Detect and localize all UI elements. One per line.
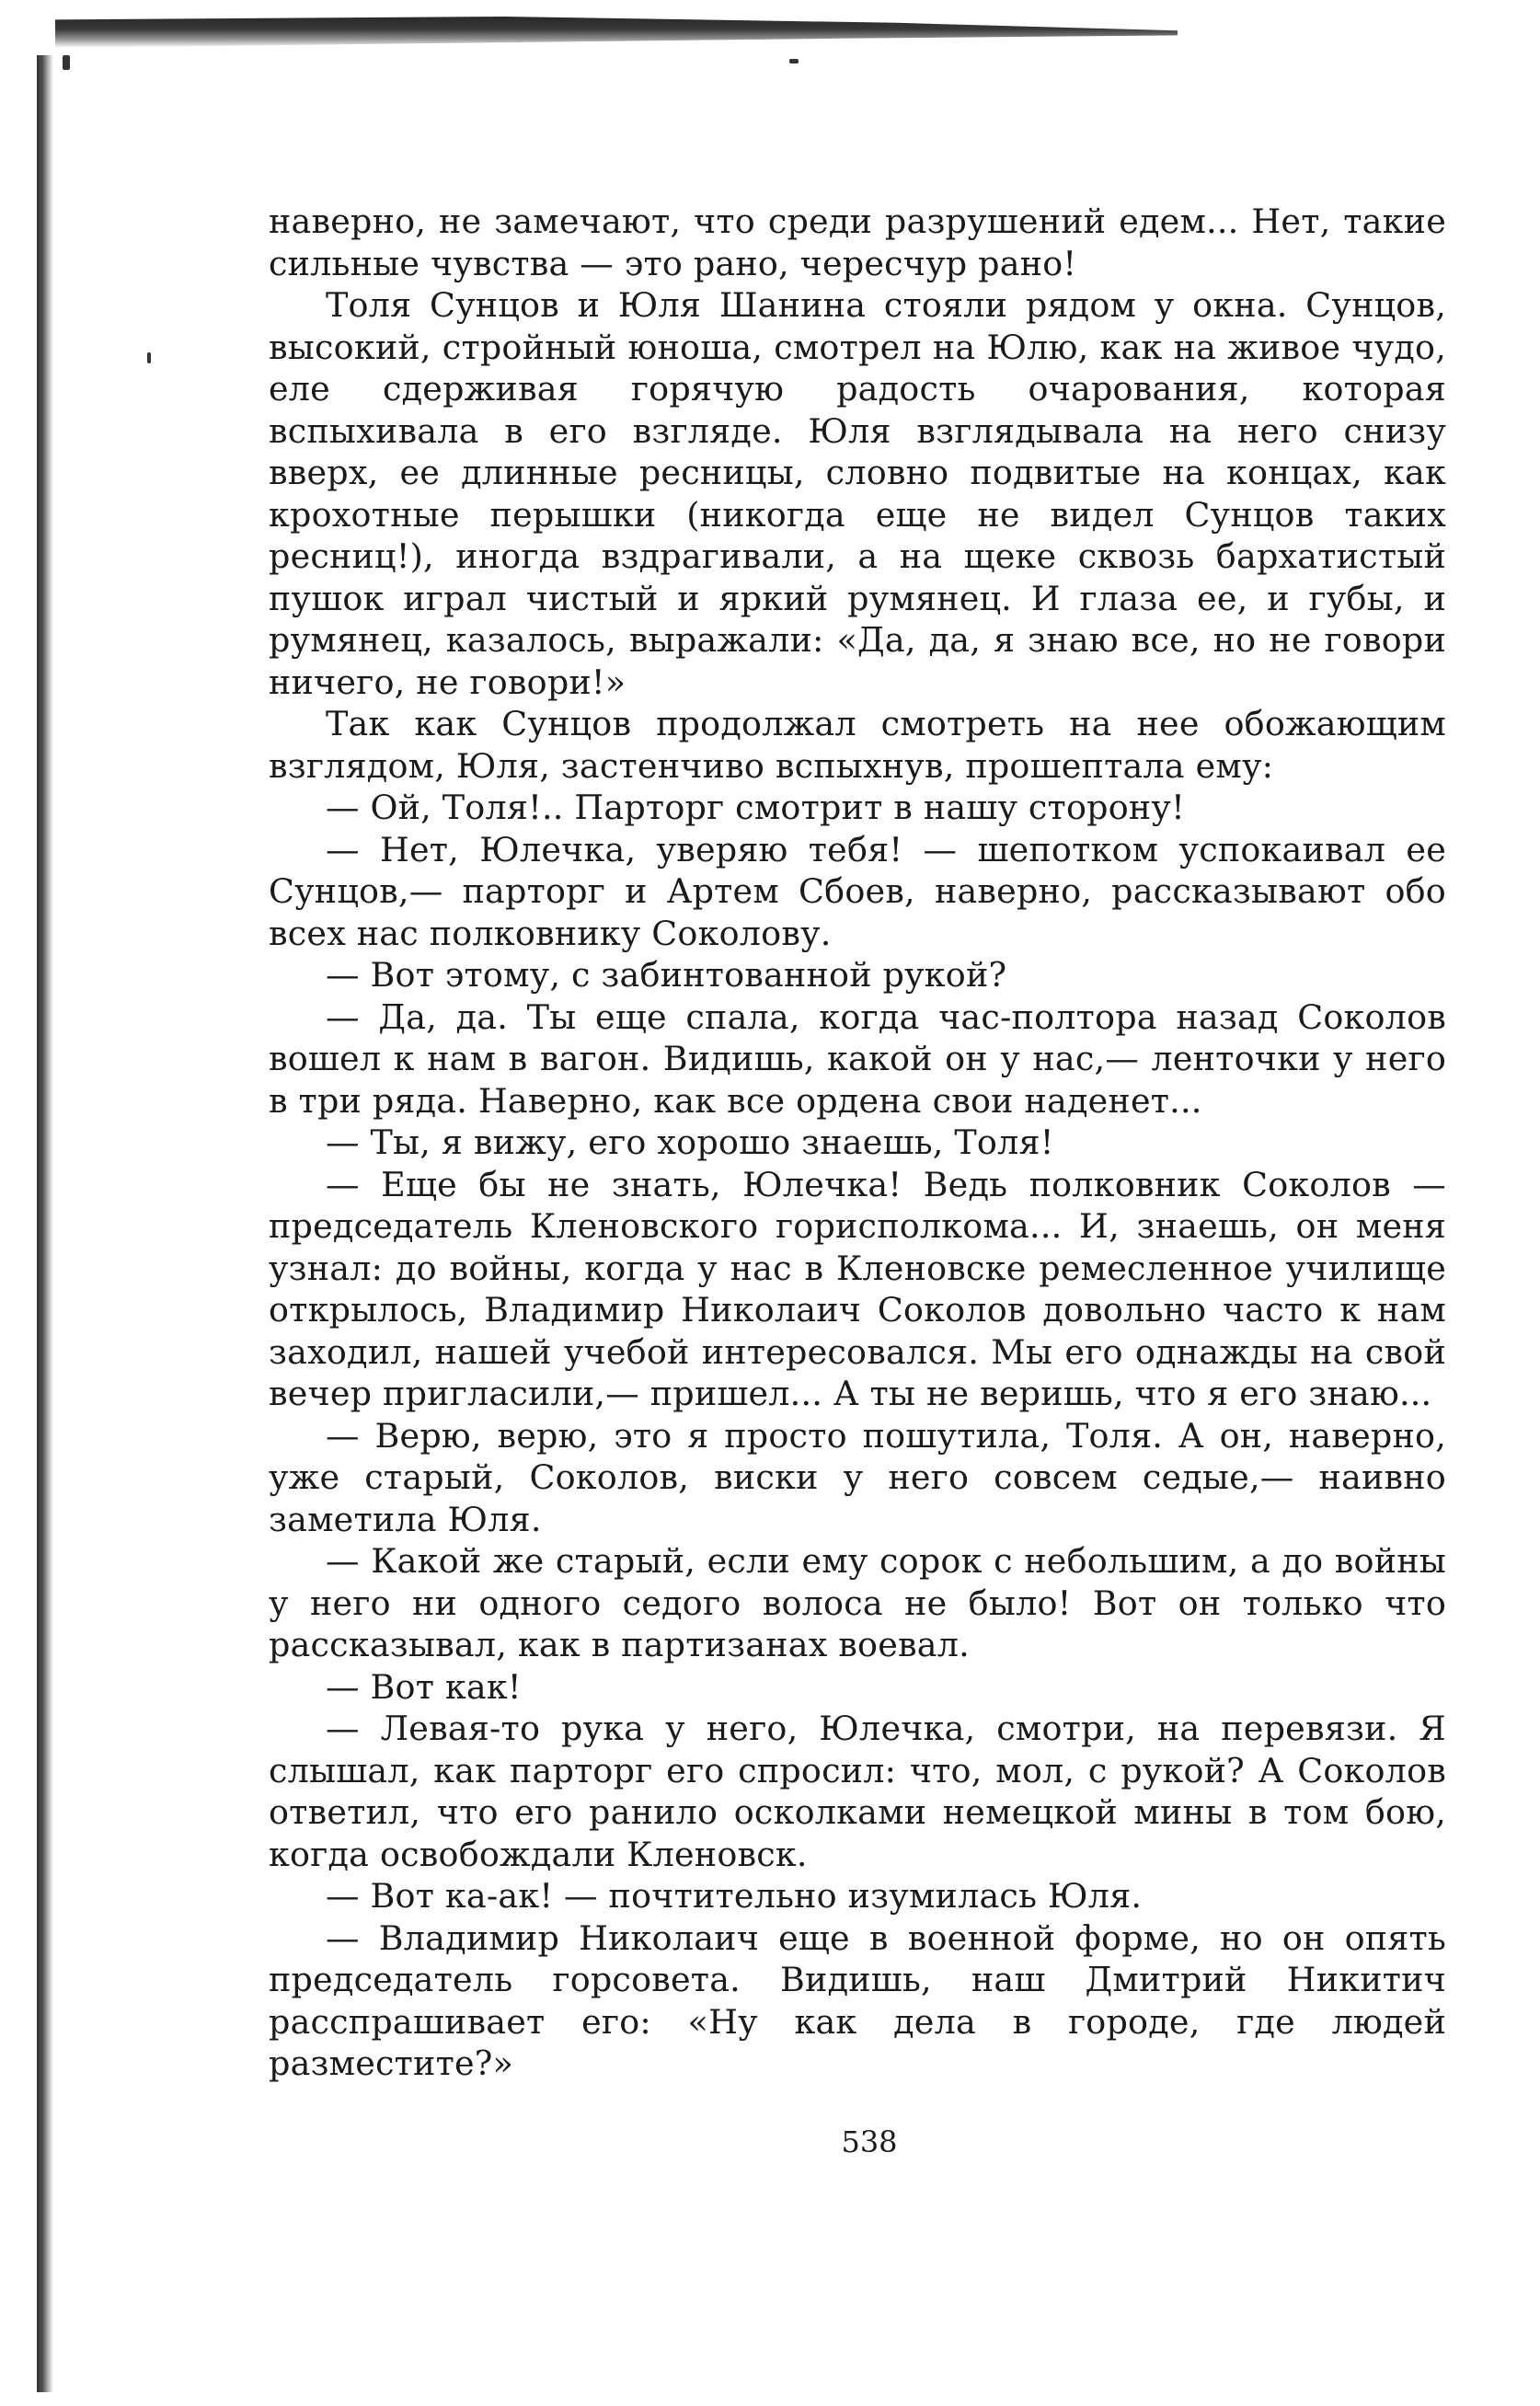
scan-speck <box>63 55 70 70</box>
body-text <box>269 201 1446 2085</box>
paragraph: — Верю, верю, это я просто пошутила, Толя. А он, наверно, уже старый, Соколов, виски у него совсем седые,— наивно заметила Юля. <box>269 1415 1446 1539</box>
paragraph: — Нет, Юлечка, уверяю тебя! — шепотком успокаивал ее Сунцов,— парторг и Артем Сбоев, наверно, рассказывают обо всех нас полковнику Соколову. <box>269 829 1446 953</box>
paragraph: — Левая-то рука у него, Юлечка, смотри, на перевязи. Я слышал, как парторг его спросил: что, мол, с рукой? А Соколов ответил, что его ранило осколками немецкой мины в том бою, когда освобождали Кленовск. <box>269 1709 1446 1874</box>
paragraph: Так как Сунцов продолжал смотреть на нее обожающим взглядом, Юля, застенчиво вспыхнув, прошептала ему: <box>269 704 1446 786</box>
paragraph: — Вот как! <box>326 1666 522 1707</box>
paragraph: — Еще бы не знать, Юлечка! Ведь полковник Соколов — председатель Кленовского горисполкома... И, знаешь, он меня узнал: до войны, когда у нас в Кленовске ремесленное училище открылось, Владимир Николаич Соколов довольно часто к нам заходил, нашей учебой интересовался. Мы его однажды на свой вечер пригласили,— пришел... А ты не веришь, что я его знаю... <box>269 1164 1446 1413</box>
paragraph: — Какой же старый, если ему сорок с небольшим, а до войны у него ни одного седого волоса не было! Вот он только что рассказывал, как в партизанах воевал. <box>269 1541 1446 1664</box>
paragraph: Толя Сунцов и Юля Шанина стояли рядом у окна. Сунцов, высокий, стройный юноша, смотрел на Юлю, как на живое чудо, еле сдерживая горячую радость очарования, которая вспыхивала в его взгляде. Юля взглядывала на него снизу вверх, ее длинные ресницы, словно подвитые на концах, как крохотные перышки (никогда еще не видел Сунцов таких ресниц!), иногда вздрагивали, а на щеке сквозь бархатистый пушок играл чистый и яркий румянец. И глаза ее, и губы, и румянец, казалось, выражали: «Да, да, я знаю все, но не говори ничего, не говори!» <box>269 285 1446 702</box>
paragraph: — Вот ка-ак! — почтительно изумилась Юля. <box>326 1876 1143 1916</box>
page-number: 538 <box>841 2124 898 2159</box>
paragraph: — Да, да. Ты еще спала, когда час-полтора назад Соколов вошел к нам в вагон. Видишь, какой он у нас,— ленточки у него в три ряда. Наверно, как все ордена свои наденет... <box>269 996 1446 1121</box>
scan-artifact-left <box>37 55 53 2392</box>
paragraph: — Ой, Толя!.. Парторг смотрит в нашу сторону! <box>326 788 1185 827</box>
scan-speck <box>147 352 151 363</box>
paragraph: — Ты, я вижу, его хорошо знаешь, Толя! <box>326 1122 1054 1162</box>
paragraph: — Владимир Николаич еще в военной форме, но он опять председатель горсовета. Видишь, наш Дмитрий Никитич расспрашивает его: «Ну как дела в городе, где людей разместите?» <box>269 1917 1446 2083</box>
scan-speck <box>789 59 799 63</box>
paragraph: наверно, не замечают, что среди разрушений едем... Нет, такие сильные чувства — это рано, чересчур рано! <box>269 201 1446 283</box>
paragraph: — Вот этому, с забинтованной рукой? <box>326 955 1007 995</box>
scan-artifact-top <box>55 17 1178 48</box>
